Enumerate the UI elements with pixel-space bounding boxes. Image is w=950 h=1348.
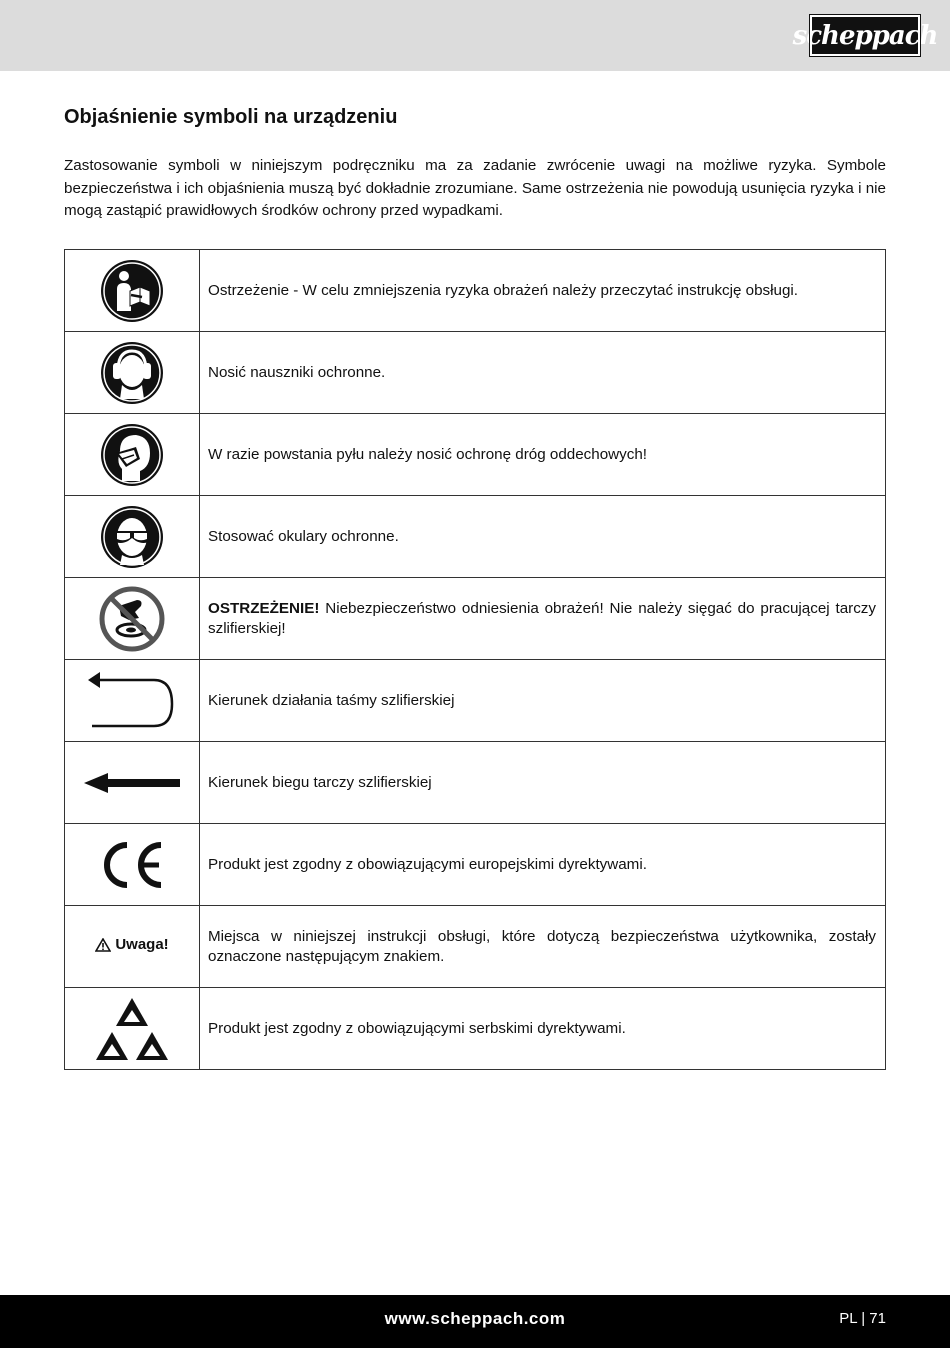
table-row (65, 906, 886, 988)
symbol-description: Kierunek biegu tarczy szlifierskiej (200, 742, 886, 824)
warning-lead: OSTRZEŻENIE! (208, 600, 320, 617)
page-number: PL | 71 (839, 1310, 886, 1327)
table-row (65, 496, 886, 578)
website-url: www.scheppach.com (384, 1309, 566, 1328)
table-row (65, 414, 886, 496)
serbian-conformity-icon (95, 996, 169, 1062)
ce-mark-icon (99, 841, 165, 889)
scheppach-logo: scheppach (810, 15, 920, 56)
table-row (65, 250, 886, 332)
ear-protection-icon (100, 341, 164, 405)
symbol-description (200, 578, 886, 660)
symbol-description: Ostrzeżenie - W celu zmniejszenia ryzyka obrażeń należy przeczytać instrukcję obsługi. (200, 250, 886, 332)
symbol-description: Kierunek działania taśmy szlifierskiej (200, 660, 886, 742)
warning-text: Niebezpieczeństwo odniesienia obrażeń! Nie należy sięgać do pracującej tarczy szlifierskiej! (208, 600, 876, 637)
symbol-description: W razie powstania pyłu należy nosić ochronę dróg oddechowych! (200, 414, 886, 496)
read-manual-icon (100, 259, 164, 323)
respirator-icon (100, 423, 164, 487)
table-row (65, 332, 886, 414)
table-row (65, 660, 886, 742)
symbol-description: Stosować okulary ochronne. (200, 496, 886, 578)
symbols-table (64, 249, 886, 1070)
disc-direction-arrow-icon (82, 771, 182, 795)
belt-direction-arrow-icon (84, 670, 180, 732)
table-row (65, 578, 886, 660)
intro-paragraph: Zastosowanie symboli w niniejszym podręczniku ma za zadanie zwrócenie uwagi na możliwe ryzyka. Symbole bezpieczeństwa i ich objaśnienia muszą być dokładnie zrozumiane. Same ostrzeżenia nie powodują usunięcia ryzyka i nie mogą zastąpić prawidłowych środków ochrony przed wypadkami. (64, 157, 886, 219)
no-hand-near-disc-icon (99, 586, 165, 652)
page-title: Objaśnienie symboli na urządzeniu (64, 106, 398, 128)
table-row (65, 742, 886, 824)
symbol-description: Produkt jest zgodny z obowiązującymi europejskimi dyrektywami. (200, 824, 886, 906)
warning-triangle-icon (95, 938, 111, 952)
safety-goggles-icon (100, 505, 164, 569)
footer-bar (0, 1295, 950, 1348)
symbol-description: Miejsca w niniejszej instrukcji obsługi, które dotyczą bezpieczeństwa użytkownika, zostały oznaczone następującym znakiem. (200, 906, 886, 988)
table-row (65, 988, 886, 1070)
symbol-description: Nosić nauszniki ochronne. (200, 332, 886, 414)
symbol-description: Produkt jest zgodny z obowiązującymi serbskimi dyrektywami. (200, 988, 886, 1070)
uwaga-label: Uwaga! (115, 936, 169, 954)
table-row (65, 824, 886, 906)
